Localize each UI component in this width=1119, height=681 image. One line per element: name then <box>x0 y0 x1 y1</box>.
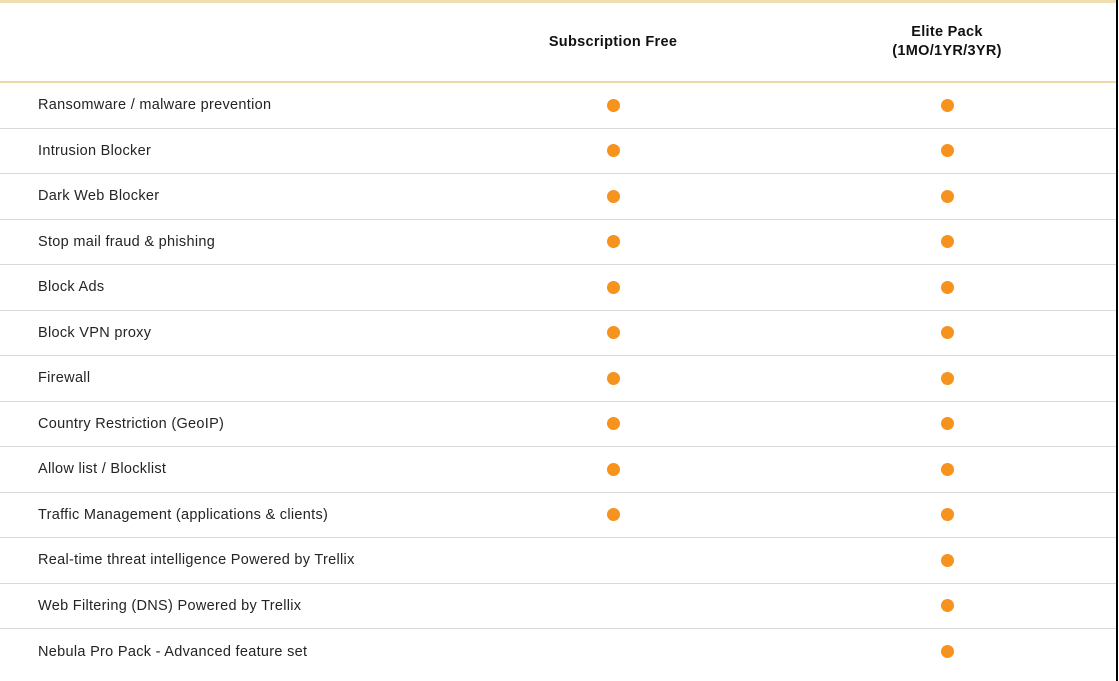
subscription-free-cell <box>426 235 800 248</box>
feature-row <box>0 584 1116 630</box>
feature-row <box>0 265 1116 311</box>
elite-pack-title: Elite Pack <box>911 24 983 40</box>
subscription-free-cell <box>426 372 800 385</box>
included-dot-free <box>607 190 620 203</box>
feature-cell <box>0 143 426 159</box>
feature-label: Ransomware / malware prevention <box>38 97 272 114</box>
feature-row <box>0 402 1116 448</box>
feature-label: Country Restriction (GeoIP) <box>38 415 225 432</box>
elite-pack-cell <box>800 417 1094 430</box>
included-dot-elite <box>941 645 954 658</box>
feature-row <box>0 83 1116 129</box>
included-dot-elite <box>941 326 954 339</box>
elite-pack-cell <box>800 463 1094 476</box>
subscription-free-cell <box>426 508 800 521</box>
elite-pack-cell <box>800 99 1094 112</box>
feature-cell <box>0 552 426 568</box>
included-dot-elite <box>941 190 954 203</box>
elite-pack-cell <box>800 599 1094 612</box>
feature-cell <box>0 325 426 341</box>
feature-row <box>0 129 1116 175</box>
feature-cell <box>0 279 426 295</box>
included-dot-elite <box>941 554 954 567</box>
feature-cell <box>0 234 426 250</box>
column-header-elite-pack <box>800 23 1094 61</box>
feature-cell <box>0 644 426 660</box>
included-dot-free <box>607 372 620 385</box>
table-header <box>0 3 1116 83</box>
subscription-free-cell <box>426 281 800 294</box>
feature-label: Stop mail fraud & phishing <box>38 233 216 250</box>
feature-label: Traffic Management (applications & clients) <box>38 506 329 523</box>
feature-label: Dark Web Blocker <box>38 188 160 205</box>
included-dot-elite <box>941 599 954 612</box>
elite-pack-cell <box>800 281 1094 294</box>
elite-pack-cell <box>800 144 1094 157</box>
subscription-free-label: Subscription Free <box>548 33 678 50</box>
feature-cell <box>0 97 426 113</box>
feature-label: Block VPN proxy <box>38 324 152 341</box>
subscription-free-cell <box>426 326 800 339</box>
feature-row <box>0 174 1116 220</box>
feature-cell <box>0 461 426 477</box>
feature-row <box>0 356 1116 402</box>
included-dot-free <box>607 235 620 248</box>
included-dot-elite <box>941 99 954 112</box>
feature-row <box>0 447 1116 493</box>
included-dot-free <box>607 144 620 157</box>
feature-label: Intrusion Blocker <box>38 142 152 159</box>
included-dot-free <box>607 508 620 521</box>
subscription-free-cell <box>426 463 800 476</box>
elite-pack-cell <box>800 554 1094 567</box>
included-dot-elite <box>941 508 954 521</box>
included-dot-free <box>607 417 620 430</box>
included-dot-elite <box>941 235 954 248</box>
feature-row <box>0 311 1116 357</box>
subscription-free-cell <box>426 417 800 430</box>
included-dot-elite <box>941 144 954 157</box>
included-dot-free <box>607 281 620 294</box>
elite-pack-cell <box>800 508 1094 521</box>
included-dot-elite <box>941 463 954 476</box>
feature-label: Web Filtering (DNS) Powered by Trellix <box>38 597 302 614</box>
feature-cell <box>0 507 426 523</box>
elite-pack-cell <box>800 235 1094 248</box>
included-dot-free <box>607 326 620 339</box>
feature-row <box>0 538 1116 584</box>
included-dot-free <box>607 463 620 476</box>
elite-pack-cell <box>800 190 1094 203</box>
included-dot-elite <box>941 417 954 430</box>
feature-label: Allow list / Blocklist <box>38 461 167 478</box>
window-right-edge <box>1116 0 1118 681</box>
included-dot-elite <box>941 281 954 294</box>
feature-cell <box>0 598 426 614</box>
subscription-free-cell <box>426 99 800 112</box>
feature-table-body <box>0 83 1116 675</box>
column-header-subscription-free <box>426 33 800 52</box>
feature-label: Firewall <box>38 370 91 387</box>
feature-row <box>0 629 1116 675</box>
included-dot-free <box>607 99 620 112</box>
elite-pack-terms: (1MO/1YR/3YR) <box>892 43 1002 59</box>
elite-pack-cell <box>800 372 1094 385</box>
elite-pack-cell <box>800 326 1094 339</box>
subscription-free-cell <box>426 144 800 157</box>
feature-label: Nebula Pro Pack - Advanced feature set <box>38 643 308 660</box>
elite-pack-label <box>892 23 1001 61</box>
feature-label: Real-time threat intelligence Powered by Trellix <box>38 552 355 569</box>
included-dot-elite <box>941 372 954 385</box>
feature-cell <box>0 370 426 386</box>
elite-pack-cell <box>800 645 1094 658</box>
feature-cell <box>0 416 426 432</box>
feature-row <box>0 493 1116 539</box>
subscription-free-cell <box>426 190 800 203</box>
feature-cell <box>0 188 426 204</box>
feature-row <box>0 220 1116 266</box>
feature-label: Block Ads <box>38 279 105 296</box>
